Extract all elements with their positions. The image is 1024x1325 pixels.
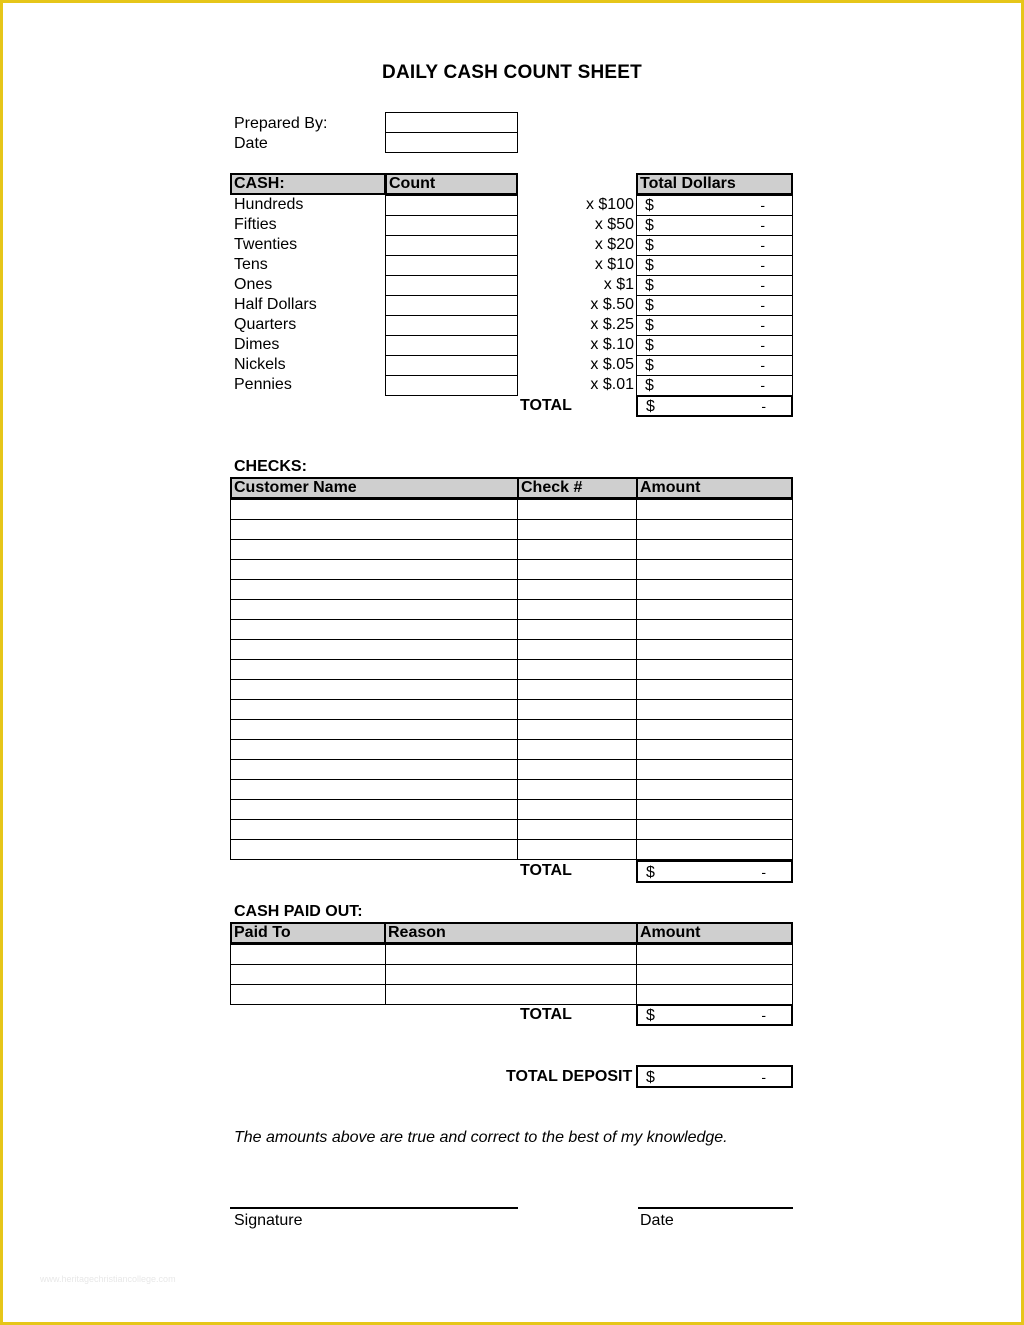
- paid-reason-cell[interactable]: [385, 964, 637, 985]
- check-number-cell[interactable]: [517, 759, 637, 780]
- total-dollars-heading: Total Dollars: [636, 173, 793, 195]
- cash-row-value: -: [760, 337, 765, 353]
- check-amount-cell[interactable]: [636, 679, 793, 700]
- cash-row-multiplier: x $.01: [590, 376, 634, 393]
- cash-total-dollars-cell: [636, 295, 793, 316]
- check-customer-cell[interactable]: [230, 739, 518, 760]
- checks-col-amount: Amount: [636, 477, 793, 499]
- cash-row-label: Dimes: [234, 336, 280, 353]
- check-customer-cell[interactable]: [230, 799, 518, 820]
- check-amount-cell[interactable]: [636, 539, 793, 560]
- cash-total-dollars-cell: [636, 375, 793, 396]
- cash-row-currency: $: [645, 237, 654, 254]
- check-number-cell[interactable]: [517, 819, 637, 840]
- check-amount-cell[interactable]: [636, 699, 793, 720]
- paid-out-total-value: -: [761, 1007, 766, 1023]
- check-customer-cell[interactable]: [230, 559, 518, 580]
- prepared-by-field[interactable]: [385, 112, 518, 133]
- cash-row-value: -: [760, 317, 765, 333]
- cash-row-currency: $: [645, 337, 654, 354]
- total-deposit-value: -: [761, 1069, 766, 1085]
- check-number-cell[interactable]: [517, 499, 637, 520]
- cash-total-dollars-cell: [636, 315, 793, 336]
- cash-row-currency: $: [645, 197, 654, 214]
- signature-line[interactable]: [230, 1207, 518, 1209]
- paid-amount-cell[interactable]: [636, 964, 793, 985]
- cash-row-value: -: [760, 217, 765, 233]
- cash-row-value: -: [760, 357, 765, 373]
- cash-total-dollars-cell: [636, 335, 793, 356]
- watermark: www.heritagechristiancollege.com: [40, 1274, 176, 1284]
- cash-row-currency: $: [645, 357, 654, 374]
- check-amount-cell[interactable]: [636, 499, 793, 520]
- cash-row-currency: $: [645, 317, 654, 334]
- checks-heading: CHECKS:: [234, 458, 307, 475]
- cash-row-label: Tens: [234, 256, 268, 273]
- checks-col-check-number: Check #: [517, 477, 638, 499]
- check-customer-cell[interactable]: [230, 659, 518, 680]
- signature-date-line[interactable]: [638, 1207, 793, 1209]
- check-amount-cell[interactable]: [636, 639, 793, 660]
- checks-col-customer: Customer Name: [230, 477, 519, 499]
- cash-count-field[interactable]: [385, 355, 518, 376]
- paid-to-cell[interactable]: [230, 984, 386, 1005]
- check-customer-cell[interactable]: [230, 699, 518, 720]
- cash-row-multiplier: x $50: [594, 216, 634, 233]
- check-amount-cell[interactable]: [636, 759, 793, 780]
- total-deposit-box[interactable]: [636, 1065, 793, 1088]
- cash-count-field[interactable]: [385, 195, 518, 216]
- check-customer-cell[interactable]: [230, 619, 518, 640]
- check-amount-cell[interactable]: [636, 599, 793, 620]
- checks-total-currency: $: [646, 864, 655, 881]
- paid-out-total-label: TOTAL: [520, 1006, 572, 1023]
- check-amount-cell[interactable]: [636, 519, 793, 540]
- total-deposit-currency: $: [646, 1069, 655, 1086]
- cash-row-label: Quarters: [234, 316, 297, 333]
- cash-row-multiplier: x $.10: [590, 336, 634, 353]
- cash-count-field[interactable]: [385, 295, 518, 316]
- check-customer-cell[interactable]: [230, 679, 518, 700]
- check-number-cell[interactable]: [517, 719, 637, 740]
- cash-total-dollars-cell: [636, 235, 793, 256]
- cash-row-currency: $: [645, 377, 654, 394]
- check-number-cell[interactable]: [517, 659, 637, 680]
- check-number-cell[interactable]: [517, 739, 637, 760]
- check-amount-cell[interactable]: [636, 619, 793, 640]
- check-amount-cell[interactable]: [636, 779, 793, 800]
- paid-amount-cell[interactable]: [636, 944, 793, 965]
- paid-out-col-reason: Reason: [384, 922, 638, 944]
- check-amount-cell[interactable]: [636, 579, 793, 600]
- count-heading: Count: [385, 173, 518, 195]
- cash-row-currency: $: [645, 277, 654, 294]
- cash-row-value: -: [760, 237, 765, 253]
- check-amount-cell[interactable]: [636, 839, 793, 860]
- check-number-cell[interactable]: [517, 579, 637, 600]
- cash-count-field[interactable]: [385, 255, 518, 276]
- paid-amount-cell[interactable]: [636, 984, 793, 1005]
- check-customer-cell[interactable]: [230, 599, 518, 620]
- cash-total-currency: $: [646, 398, 655, 415]
- check-customer-cell[interactable]: [230, 499, 518, 520]
- cash-count-field[interactable]: [385, 335, 518, 356]
- check-number-cell[interactable]: [517, 639, 637, 660]
- cash-row-multiplier: x $20: [594, 236, 634, 253]
- date-field[interactable]: [385, 132, 518, 153]
- check-customer-cell[interactable]: [230, 719, 518, 740]
- check-amount-cell[interactable]: [636, 659, 793, 680]
- cash-row-multiplier: x $100: [585, 196, 634, 213]
- cash-row-label: Fifties: [234, 216, 277, 233]
- cash-row-multiplier: x $.05: [590, 356, 634, 373]
- check-number-cell[interactable]: [517, 519, 637, 540]
- cash-row-value: -: [760, 197, 765, 213]
- cash-row-label: Twenties: [234, 236, 298, 253]
- cash-total-dollars-cell: [636, 255, 793, 276]
- cash-row-label: Nickels: [234, 356, 286, 373]
- check-amount-cell[interactable]: [636, 739, 793, 760]
- signature-label: Signature: [234, 1212, 303, 1229]
- cash-total-label: TOTAL: [520, 397, 572, 414]
- cash-row-value: -: [760, 257, 765, 273]
- cash-count-field[interactable]: [385, 235, 518, 256]
- paid-out-col-paid-to: Paid To: [230, 922, 386, 944]
- cash-total-dollars-cell: [636, 195, 793, 216]
- cash-row-currency: $: [645, 217, 654, 234]
- sheet-title: DAILY CASH COUNT SHEET: [382, 62, 642, 83]
- cash-row-value: -: [760, 277, 765, 293]
- paid-out-heading: CASH PAID OUT:: [234, 903, 363, 920]
- certification-statement: The amounts above are true and correct to the best of my knowledge.: [234, 1129, 728, 1146]
- check-number-cell[interactable]: [517, 699, 637, 720]
- cash-row-label: Pennies: [234, 376, 292, 393]
- date-label: Date: [234, 135, 268, 152]
- prepared-by-label: Prepared By:: [234, 115, 328, 132]
- cash-total-dollars-cell: [636, 275, 793, 296]
- check-customer-cell[interactable]: [230, 579, 518, 600]
- check-customer-cell[interactable]: [230, 539, 518, 560]
- check-number-cell[interactable]: [517, 779, 637, 800]
- paid-to-cell[interactable]: [230, 964, 386, 985]
- check-number-cell[interactable]: [517, 799, 637, 820]
- cash-row-label: Half Dollars: [234, 296, 317, 313]
- check-customer-cell[interactable]: [230, 779, 518, 800]
- paid-reason-cell[interactable]: [385, 944, 637, 965]
- cash-row-value: -: [760, 297, 765, 313]
- check-customer-cell[interactable]: [230, 519, 518, 540]
- cash-row-multiplier: x $1: [603, 276, 634, 293]
- checks-total-value: -: [761, 864, 766, 880]
- check-number-cell[interactable]: [517, 559, 637, 580]
- cash-count-field[interactable]: [385, 315, 518, 336]
- signature-date-label: Date: [640, 1212, 674, 1229]
- check-customer-cell[interactable]: [230, 639, 518, 660]
- paid-out-total-box[interactable]: [636, 1004, 793, 1026]
- cash-row-multiplier: x $.50: [590, 296, 634, 313]
- check-number-cell[interactable]: [517, 599, 637, 620]
- cash-row-label: Hundreds: [234, 196, 304, 213]
- cash-count-field[interactable]: [385, 275, 518, 296]
- check-number-cell[interactable]: [517, 619, 637, 640]
- cash-count-field[interactable]: [385, 215, 518, 236]
- check-customer-cell[interactable]: [230, 819, 518, 840]
- cash-total-dollars-cell: [636, 215, 793, 236]
- cash-row-label: Ones: [234, 276, 273, 293]
- check-number-cell[interactable]: [517, 539, 637, 560]
- cash-row-currency: $: [645, 257, 654, 274]
- cash-heading: CASH:: [230, 173, 386, 195]
- cash-row-multiplier: x $.25: [590, 316, 634, 333]
- cash-total-value: -: [761, 398, 766, 414]
- cash-count-field[interactable]: [385, 375, 518, 396]
- checks-total-box[interactable]: [636, 860, 793, 883]
- cash-row-currency: $: [645, 297, 654, 314]
- check-number-cell[interactable]: [517, 839, 637, 860]
- check-customer-cell[interactable]: [230, 759, 518, 780]
- check-number-cell[interactable]: [517, 679, 637, 700]
- check-amount-cell[interactable]: [636, 819, 793, 840]
- check-customer-cell[interactable]: [230, 839, 518, 860]
- paid-to-cell[interactable]: [230, 944, 386, 965]
- check-amount-cell[interactable]: [636, 719, 793, 740]
- cash-row-value: -: [760, 377, 765, 393]
- checks-total-label: TOTAL: [520, 862, 572, 879]
- check-amount-cell[interactable]: [636, 799, 793, 820]
- cash-total-box[interactable]: [636, 395, 793, 417]
- paid-out-col-amount: Amount: [636, 922, 793, 944]
- check-amount-cell[interactable]: [636, 559, 793, 580]
- total-deposit-label: TOTAL DEPOSIT: [506, 1068, 633, 1085]
- cash-row-multiplier: x $10: [594, 256, 634, 273]
- paid-reason-cell[interactable]: [385, 984, 637, 1005]
- paid-out-total-currency: $: [646, 1007, 655, 1024]
- cash-total-dollars-cell: [636, 355, 793, 376]
